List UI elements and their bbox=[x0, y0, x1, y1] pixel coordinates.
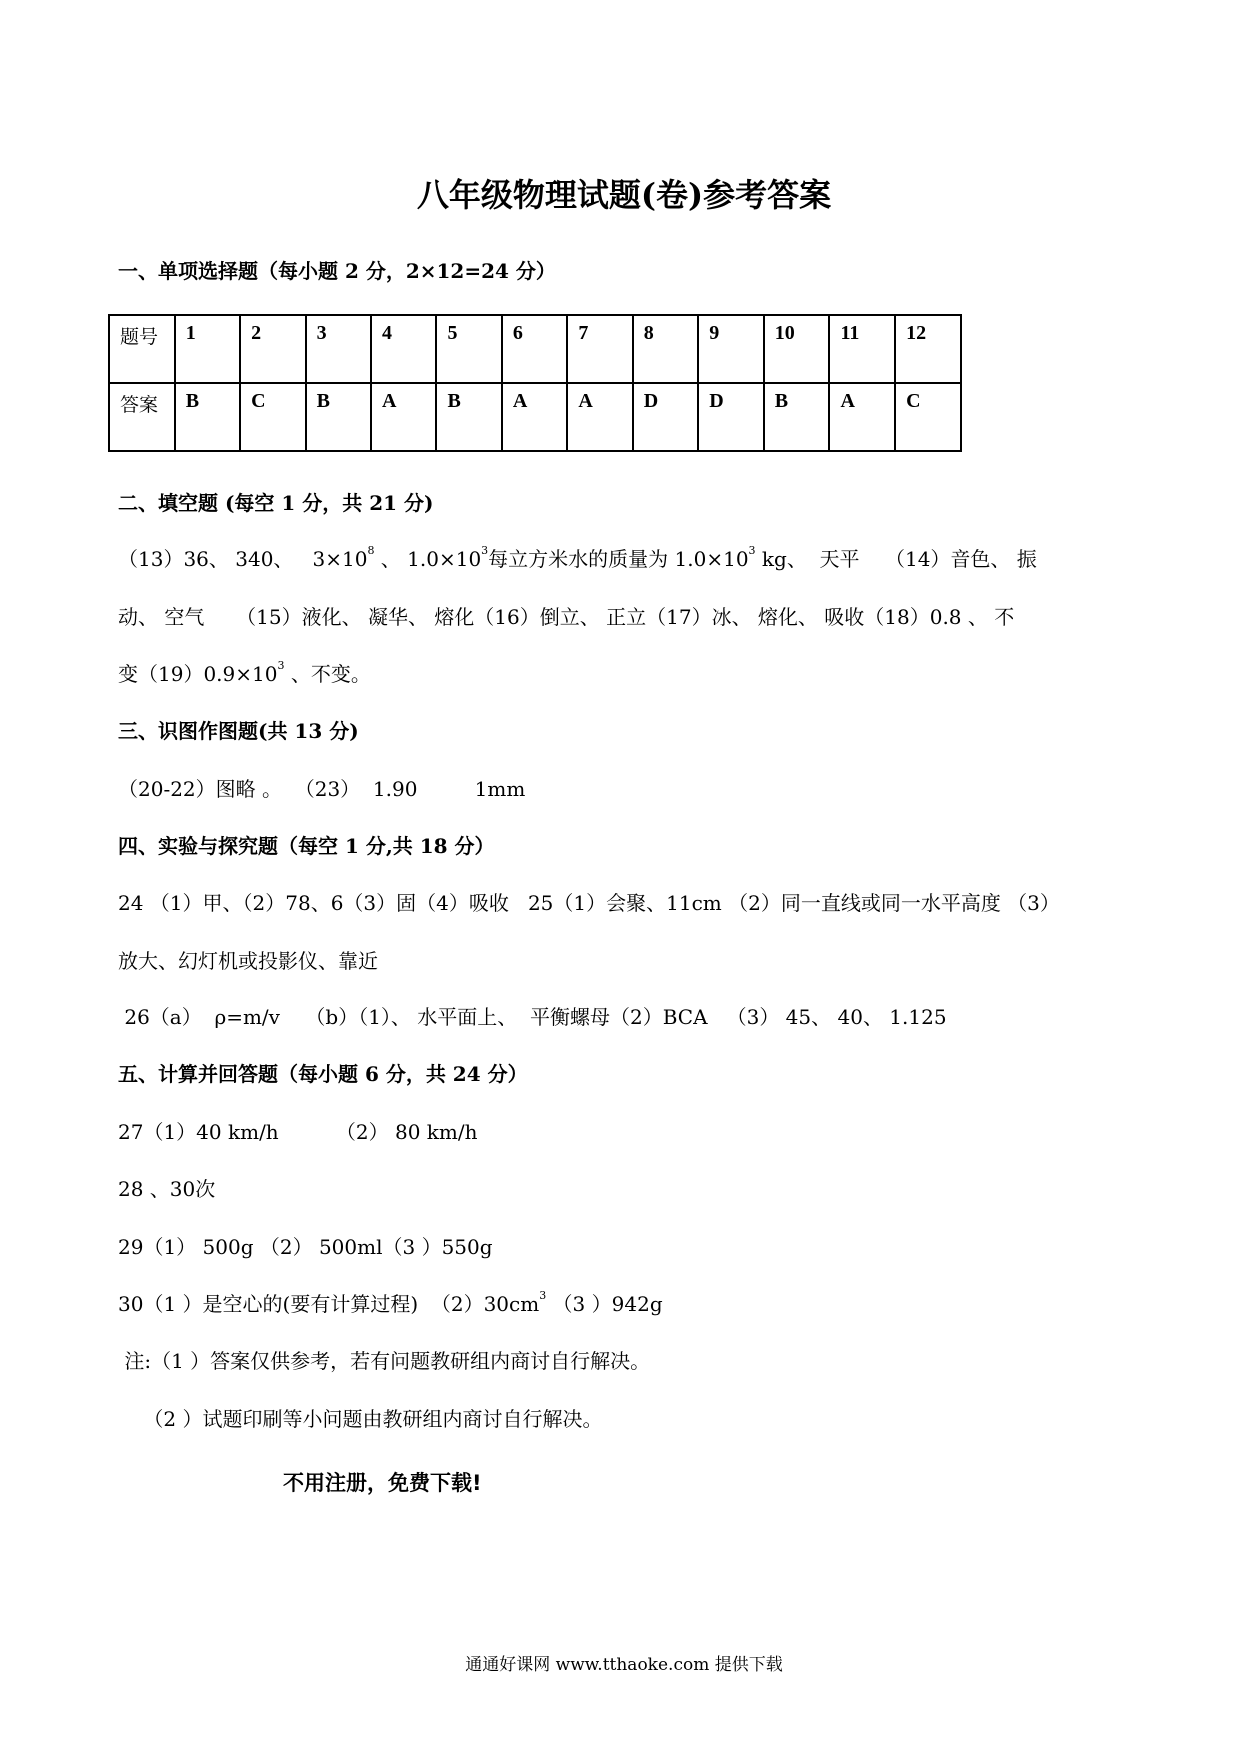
text: kg、 天平 （14）音色、 振 bbox=[755, 547, 1037, 571]
answer-cell: B bbox=[175, 383, 240, 451]
question-number-cell: 11 bbox=[829, 315, 895, 383]
answer-cell: A bbox=[502, 383, 567, 451]
promo-text: 不用注册，免费下载! bbox=[283, 1471, 482, 1495]
question-number-cell: 12 bbox=[895, 315, 961, 383]
section-3-heading: 三、识图作图题(共 13 分) bbox=[118, 719, 359, 743]
s2-line-2: 动、 空气 （15）液化、 凝华、 熔化（16）倒立、 正立（17）冰、 熔化、 吸收（18）0.8 、 不 bbox=[118, 605, 1015, 629]
s5-line-4 bbox=[118, 1290, 663, 1318]
row-label: 答案 bbox=[109, 383, 175, 451]
text: 、 1.0×10 bbox=[374, 547, 482, 571]
question-number-cell: 3 bbox=[306, 315, 371, 383]
question-number-cell: 5 bbox=[436, 315, 501, 383]
section-5-heading: 五、计算并回答题（每小题 6 分，共 24 分） bbox=[118, 1062, 528, 1086]
s5-line-1: 27（1）40 km/h （2） 80 km/h bbox=[118, 1120, 478, 1144]
question-number-cell: 1 bbox=[175, 315, 240, 383]
question-number-cell: 6 bbox=[502, 315, 567, 383]
note-1: 注:（1 ）答案仅供参考，若有问题教研组内商讨自行解决。 bbox=[118, 1349, 651, 1373]
s3-line-1: （20-22）图略 。 （23） 1.90 1mm bbox=[118, 777, 526, 801]
answer-cell: D bbox=[633, 383, 698, 451]
answer-cell: C bbox=[240, 383, 305, 451]
s2-line-1 bbox=[118, 545, 1037, 573]
s2-line-3 bbox=[118, 660, 371, 688]
s4-line-1: 24 （1）甲、（2）78、6（3）固（4）吸收 25（1）会聚、11cm （2）同一直线或同一水平高度 （3） bbox=[118, 891, 1060, 915]
question-number-cell: 9 bbox=[698, 315, 763, 383]
text: 变（19）0.9×10 bbox=[118, 662, 278, 686]
table-row-questions bbox=[109, 315, 961, 383]
page-footer: 通通好课网 www.tthaoke.com 提供下载 bbox=[465, 1655, 783, 1675]
answer-cell: D bbox=[698, 383, 763, 451]
note-2: （2 ）试题印刷等小问题由教研组内商讨自行解决。 bbox=[118, 1407, 603, 1431]
sup: 8 bbox=[367, 544, 375, 557]
answer-cell: C bbox=[895, 383, 961, 451]
answer-cell: B bbox=[764, 383, 830, 451]
sup: 3 bbox=[481, 544, 489, 557]
text: （3 ）942g bbox=[546, 1292, 663, 1316]
question-number-cell: 2 bbox=[240, 315, 305, 383]
section-4-heading: 四、实验与探究题（每空 1 分,共 18 分） bbox=[118, 834, 495, 858]
text: 、不变。 bbox=[284, 662, 371, 686]
question-number-cell: 7 bbox=[567, 315, 632, 383]
row-label: 题号 bbox=[109, 315, 175, 383]
s5-line-3: 29（1） 500g （2） 500ml（3 ）550g bbox=[118, 1235, 493, 1259]
answer-cell: A bbox=[567, 383, 632, 451]
s4-line-3: 26（a） ρ=m/v （b）（1）、 水平面上、 平衡螺母（2）BCA （3） 45、 40、 1.125 bbox=[118, 1005, 947, 1029]
table-row-answers bbox=[109, 383, 961, 451]
text: （13）36、 340、 3×10 bbox=[118, 547, 368, 571]
answer-cell: A bbox=[829, 383, 895, 451]
s4-line-2: 放大、幻灯机或投影仪、靠近 bbox=[118, 949, 378, 973]
section-2-heading: 二、填空题 (每空 1 分，共 21 分) bbox=[118, 491, 434, 515]
question-number-cell: 8 bbox=[633, 315, 698, 383]
s5-line-2: 28 、30次 bbox=[118, 1177, 216, 1201]
answer-table bbox=[108, 314, 962, 452]
section-1-heading: 一、单项选择题（每小题 2 分，2×12=24 分） bbox=[118, 259, 556, 283]
question-number-cell: 4 bbox=[371, 315, 436, 383]
sup: 3 bbox=[539, 1289, 547, 1302]
sup: 3 bbox=[748, 544, 756, 557]
text: 30（1 ）是空心的(要有计算过程) （2）30cm bbox=[118, 1292, 540, 1316]
answer-cell: B bbox=[436, 383, 501, 451]
question-number-cell: 10 bbox=[764, 315, 830, 383]
answer-cell: B bbox=[306, 383, 371, 451]
answer-cell: A bbox=[371, 383, 436, 451]
text: 每立方米水的质量为 1.0×10 bbox=[488, 547, 749, 571]
page-title: 八年级物理试题(卷)参考答案 bbox=[416, 176, 832, 214]
sup: 3 bbox=[277, 659, 285, 672]
